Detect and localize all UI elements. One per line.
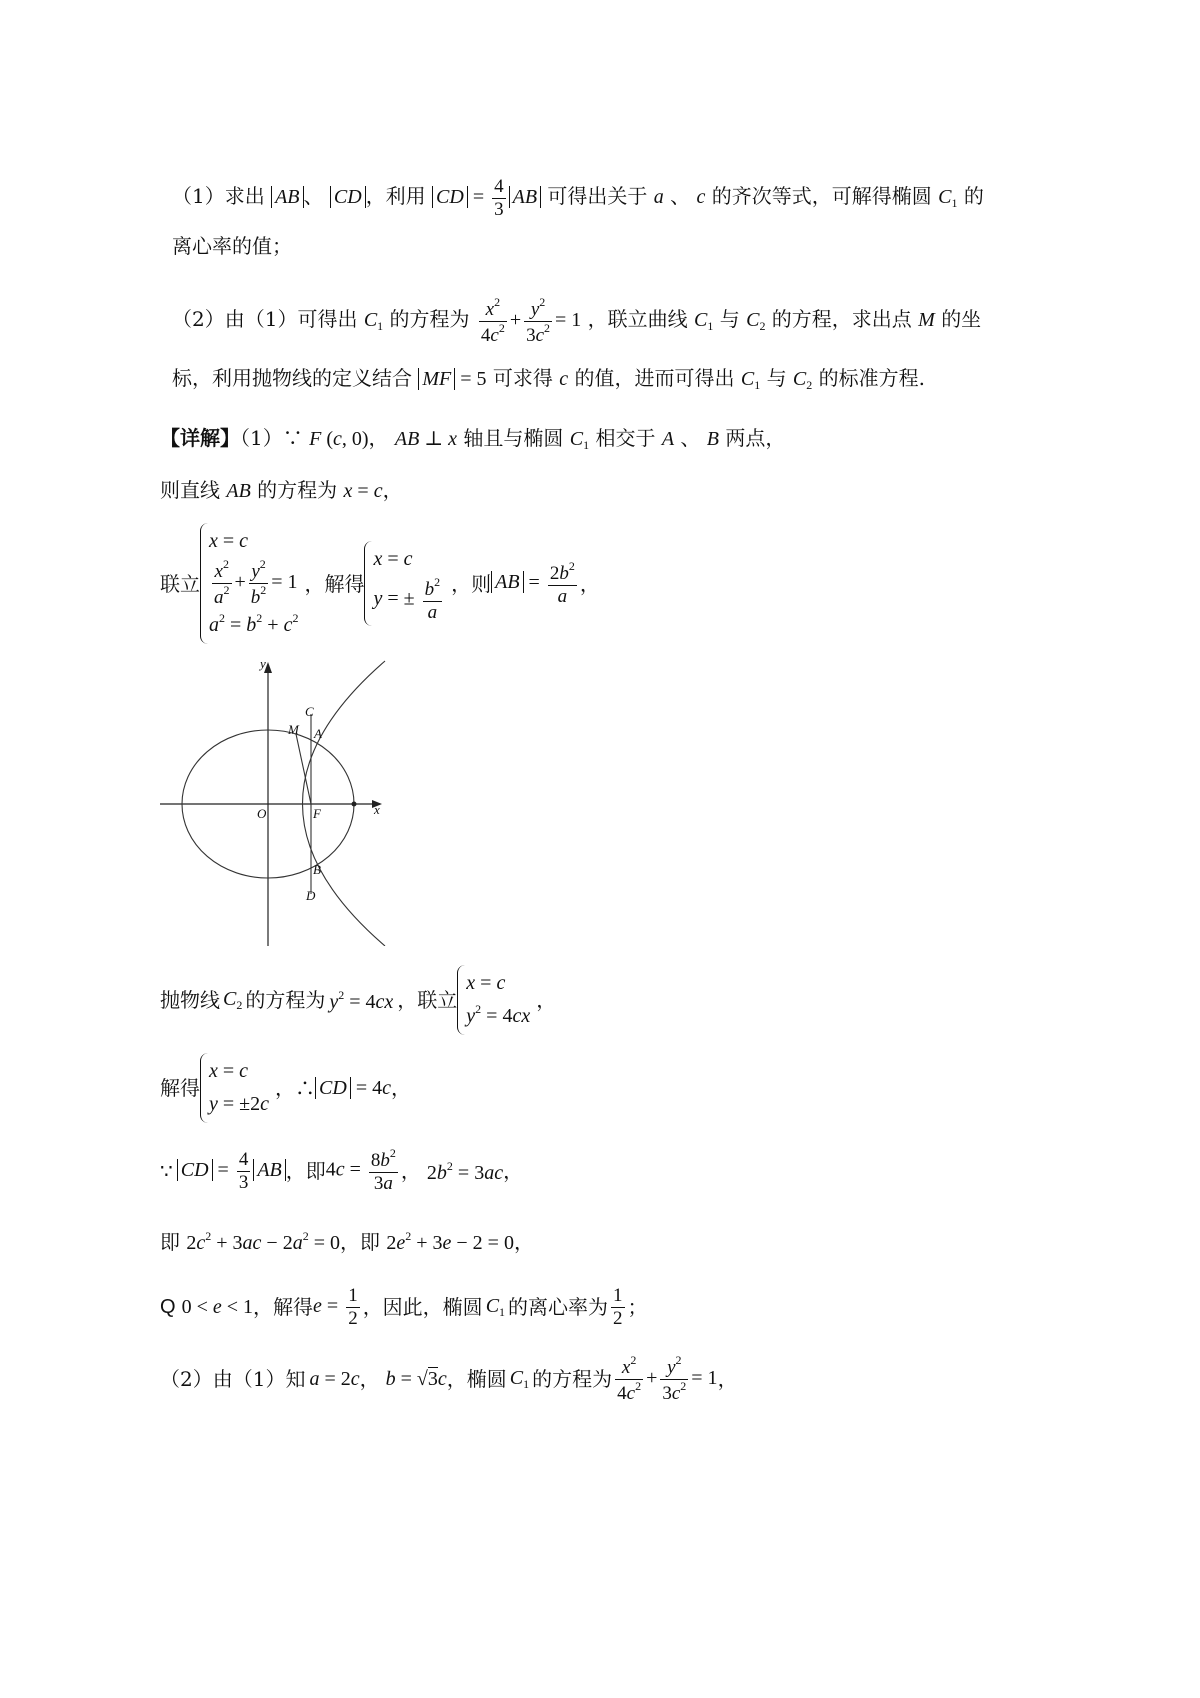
text: 的方程为 xyxy=(257,478,338,502)
math-abs-AB: AB xyxy=(271,186,303,208)
math-ellipse-final: $\frac{x^2}{4c^2}$ + $\frac{y^2}{3c^2}$ = 1 xyxy=(617,1352,718,1404)
system-1: x = c $\frac{x^2}{a^2}$ + $\frac{y^2}{b^2}$ = 1 $a^2 = b^2 + c^2$ xyxy=(200,523,298,644)
math-parabola-eq: $y^2 = 4cx$ xyxy=(329,987,394,1013)
ellipse-parabola-figure xyxy=(160,656,420,946)
math-b-eq: b = √3c xyxy=(385,1368,447,1390)
text: 则直线 xyxy=(160,478,220,502)
math-CD-eq: CD = $\frac{4}{3}$ AB xyxy=(432,186,541,208)
text: Q xyxy=(160,1296,176,1318)
label-F: F xyxy=(313,806,321,821)
label-D: D xyxy=(306,888,316,903)
analysis-line-2: 离心率的值； xyxy=(172,234,292,258)
segment-MF xyxy=(296,734,311,804)
label-y: y xyxy=(260,656,266,671)
solution-line-3 xyxy=(160,516,600,651)
math-c: c xyxy=(559,368,569,390)
text: 的方程为 xyxy=(532,1367,613,1391)
system-2: x = c y = ± $\frac{b^2}{a}$ xyxy=(364,541,445,626)
math-AB-perp-x: AB ⊥ x xyxy=(394,428,458,450)
solution-line-4 xyxy=(160,970,556,1030)
label-C: C xyxy=(305,704,314,719)
text: ，联立 xyxy=(397,988,458,1012)
text: ，解得 xyxy=(304,571,365,596)
text: 即 xyxy=(160,1230,180,1254)
math-4c-eq: 4c = $\frac{8b^2}{3a}$ xyxy=(325,1146,396,1194)
text: （2）由（1）可得出 xyxy=(172,306,358,331)
math-e-result: $\frac{1}{2}$ xyxy=(613,1284,623,1329)
text: ∵ xyxy=(160,1159,173,1183)
math-C2: $C_2$ xyxy=(792,368,813,392)
math-MF-eq: MF = 5 xyxy=(418,368,486,390)
math-C1: $C_1$ xyxy=(694,308,714,333)
math-C1: $C_1$ xyxy=(509,1367,530,1391)
text: 标，利用抛物线的定义结合 xyxy=(172,366,412,390)
text: 的 xyxy=(963,183,984,208)
math-AB: AB xyxy=(226,480,251,502)
text: ，即 xyxy=(285,1159,326,1183)
text: 的齐次等式，可解得椭圆 xyxy=(711,183,932,208)
text: 与 xyxy=(766,366,787,390)
text: ， xyxy=(513,1230,534,1254)
math-C2: $C_2$ xyxy=(223,988,243,1012)
math-F: F (c, 0) xyxy=(309,428,369,450)
text: 的标准方程. xyxy=(818,366,925,390)
solution-line-8 xyxy=(160,1282,648,1332)
solution-line-7 xyxy=(160,1230,534,1253)
label-M: M xyxy=(288,722,299,737)
text: ； xyxy=(627,1295,648,1319)
text: （1）∵ xyxy=(240,426,303,450)
text: ， xyxy=(391,1076,412,1100)
analysis-line-1 xyxy=(172,176,984,221)
text: 轴且与椭圆 xyxy=(463,426,564,450)
label-x: x xyxy=(374,802,380,817)
math-ellipse-eq: $\frac{x^2}{4c^2}$ + $\frac{y^2}{3c^2}$ = 1 xyxy=(480,295,582,346)
text: ，利用 xyxy=(365,183,426,208)
text: （1）求出 xyxy=(172,183,265,208)
text: ， xyxy=(400,1159,421,1183)
text: 解得 xyxy=(160,1076,200,1100)
text: ， xyxy=(503,1159,524,1183)
text: 、 xyxy=(303,183,324,208)
math-quadratic-c: $2c^2 + 3ac - 2a^2 = 0$ xyxy=(186,1229,340,1254)
text: ，椭圆 xyxy=(446,1367,507,1391)
math-abs-CD: CD xyxy=(330,186,366,208)
text: ，即 xyxy=(339,1230,380,1254)
solution-heading: 【详解】 xyxy=(160,426,240,450)
text: ，解得 xyxy=(253,1295,314,1319)
math-e-range: 0 < e < 1 xyxy=(181,1296,254,1318)
math-CD-value: CD = 4c xyxy=(315,1078,391,1098)
label-B: B xyxy=(313,862,321,877)
solution-line-5 xyxy=(160,1058,411,1118)
math-x-eq-c: x = c xyxy=(343,480,383,502)
math-CD-relation: CD = $\frac{4}{3}$ AB xyxy=(177,1149,286,1194)
math-quadratic-e: $2e^2 + 3e - 2 = 0$ xyxy=(386,1229,514,1254)
text: 的值，进而可得出 xyxy=(574,366,735,390)
label-A: A xyxy=(314,726,322,741)
solution-line-9 xyxy=(160,1354,738,1404)
text: 相交于 xyxy=(595,426,656,450)
text: 的方程，求出点 xyxy=(771,306,912,331)
text: 与 xyxy=(719,306,740,331)
math-2b2-eq: $2b^2 = 3ac$ xyxy=(426,1158,504,1184)
math-A: A xyxy=(661,428,675,450)
text: 抛物线 xyxy=(160,988,220,1012)
math-C1: $C_1$ xyxy=(740,368,761,392)
math-e-value: e = $\frac{1}{2}$ xyxy=(313,1284,358,1329)
analysis-line-3 xyxy=(172,296,981,347)
text: 可得出关于 xyxy=(547,183,648,208)
math-C1: $C_1$ xyxy=(569,428,590,452)
text: 的坐 xyxy=(941,306,982,331)
text: ，联立曲线 xyxy=(587,306,688,331)
text: ， xyxy=(359,1367,380,1391)
math-c: c xyxy=(696,185,706,208)
text: 联立 xyxy=(160,571,200,596)
text: 可求得 xyxy=(492,366,553,390)
solution-line-2 xyxy=(160,480,403,501)
label-O: O xyxy=(257,806,267,821)
math-AB-value: AB = $\frac{2b^2}{a}$ xyxy=(491,560,580,608)
text: 的方程为 xyxy=(245,988,326,1012)
math-a-eq: a = 2c xyxy=(309,1368,360,1390)
text: 、 xyxy=(670,183,691,208)
text: ， xyxy=(536,988,557,1012)
text: ， xyxy=(382,478,403,502)
text: 的离心率为 xyxy=(508,1295,609,1319)
text: ，则 xyxy=(451,571,492,596)
solution-line-1 xyxy=(160,428,785,451)
solution-line-6 xyxy=(160,1146,523,1196)
text: ，∴ xyxy=(275,1076,316,1100)
math-B: B xyxy=(706,428,719,450)
text: 两点， xyxy=(725,426,786,450)
text: ， xyxy=(368,426,389,450)
analysis-line-4 xyxy=(172,368,925,391)
text: 的方程为 xyxy=(389,306,470,331)
system-4: x = c y = ±2c xyxy=(200,1053,269,1123)
math-a: a xyxy=(653,185,664,208)
system-3: x = c $y^2 = 4cx$ xyxy=(457,965,530,1035)
math-M: M xyxy=(918,308,935,331)
ellipse-vertex-point xyxy=(352,802,357,807)
math-C1: $C_1$ xyxy=(485,1295,506,1319)
text: 、 xyxy=(680,426,701,450)
text: ， xyxy=(579,571,600,596)
math-C1: $C_1$ xyxy=(938,185,958,210)
math-C1: $C_1$ xyxy=(363,308,384,333)
text: ，因此，椭圆 xyxy=(362,1295,483,1319)
text: （2）由（1）知 xyxy=(160,1367,306,1391)
text: ， xyxy=(717,1367,738,1391)
math-C2: $C_2$ xyxy=(746,308,766,333)
